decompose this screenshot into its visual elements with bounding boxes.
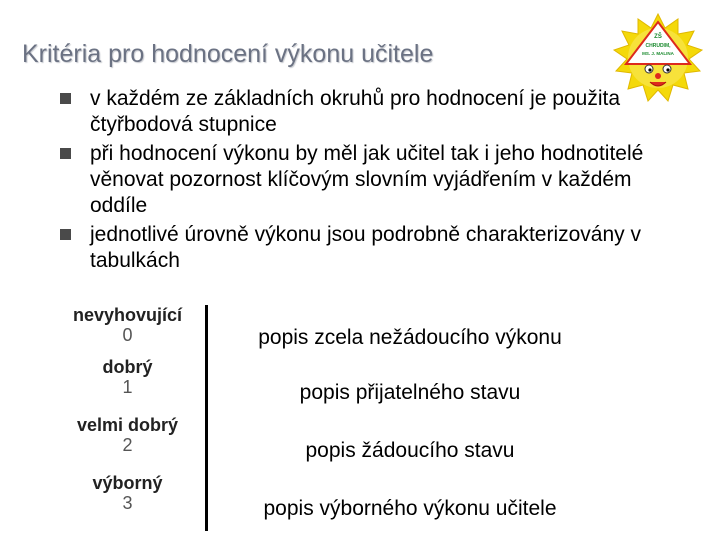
level-value: 0 [122,325,133,345]
level-name: nevyhovující [72,305,183,325]
logo-text-top: ZŠ [654,34,662,40]
level-name: výborný [92,473,163,493]
level-name: dobrý [102,357,153,377]
logo-text-bottom: MS. J. MALINA [642,51,674,56]
level-value: 1 [122,377,133,397]
level-name: velmi dobrý [76,415,179,435]
bullet-item [60,86,650,138]
bullet-item [60,222,650,274]
logo-text-mid: CHRUDIM, [645,43,671,49]
level-label [50,473,208,531]
level-description: popis zcela nežádoucího výkonu [258,326,562,349]
level-row [50,357,595,415]
criteria-bullet-list [60,86,650,277]
level-label [50,415,208,473]
level-description: popis výborného výkonu učitele [263,497,557,520]
logo-nose [655,73,661,79]
bullet-text: jednotlivé úrovně výkonu jsou podrobně charakterizovány v tabulkách [90,223,641,272]
level-value: 2 [122,435,133,455]
level-row [50,473,595,531]
level-value: 3 [122,493,133,513]
level-label [50,357,208,415]
level-description: popis žádoucího stavu [305,439,515,462]
level-row [50,305,595,357]
bullet-item [60,141,650,219]
square-bullet-icon [60,93,71,104]
levels-table [50,305,595,531]
bullet-text: při hodnocení výkonu by měl jak učitel tak i jeho hodnotitelé věnovat pozornost klíčovým slovním vyjádřením v každém oddíle [90,142,644,217]
square-bullet-icon [60,148,71,159]
page-title: Kritéria pro hodnocení výkonu učitele [22,40,434,68]
level-label [50,305,208,357]
level-row [50,415,595,473]
bullet-text: v každém ze základních okruhů pro hodnocení je použita čtyřbodová stupnice [90,87,620,136]
square-bullet-icon [60,229,71,240]
level-description: popis přijatelného stavu [299,381,521,404]
